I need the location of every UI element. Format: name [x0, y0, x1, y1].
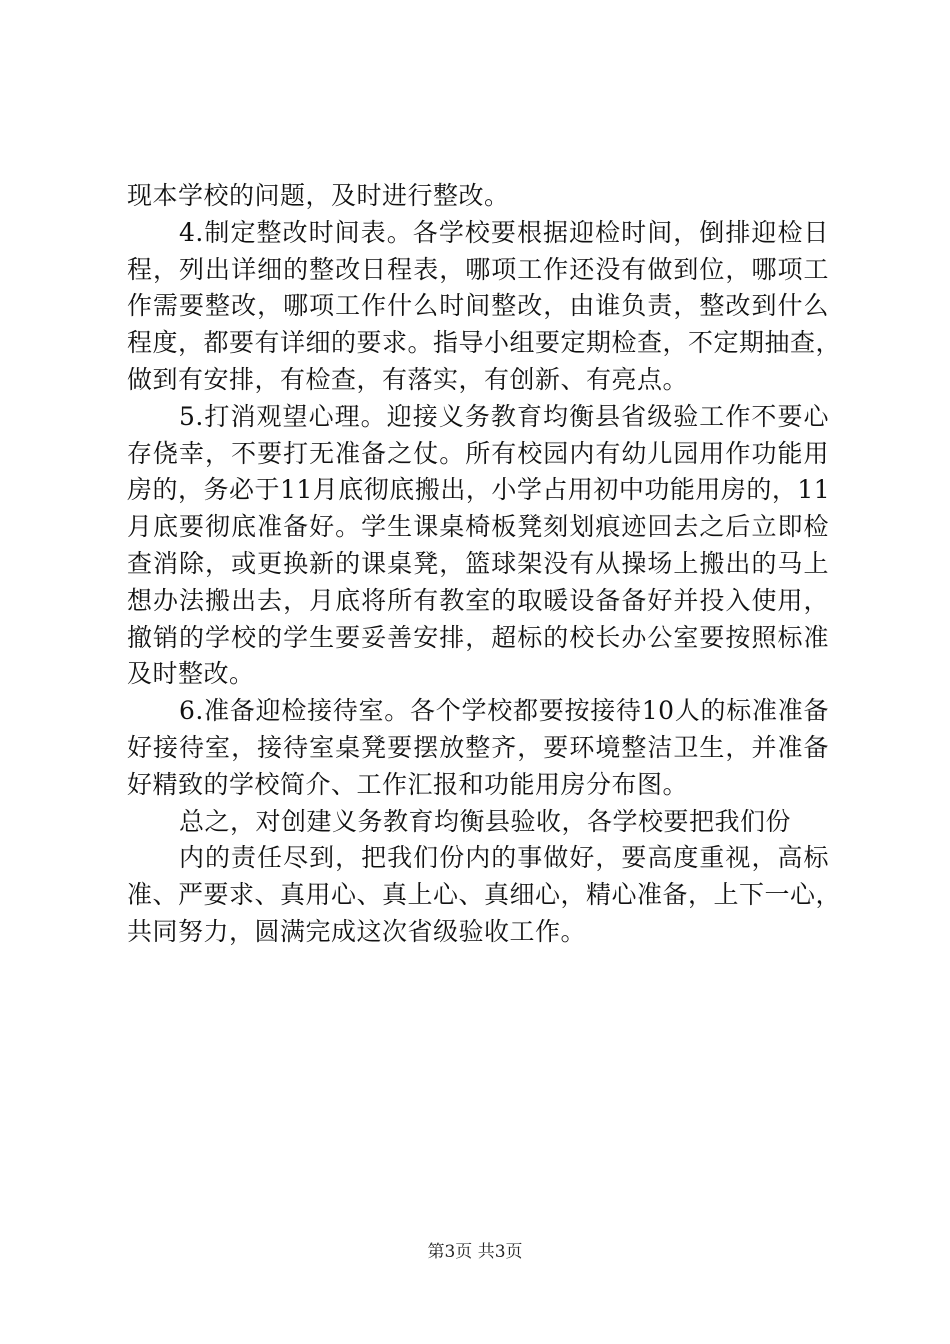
text-line: 查消除，或更换新的课桌凳，篮球架没有从操场上搬出的马上	[127, 548, 829, 578]
text-line: 准、严要求、真用心、真上心、真细心，精心准备，上下一心，	[127, 880, 842, 910]
body-text	[127, 178, 842, 951]
text-line: 总之，对创建义务教育均衡县验收，各学校要把我们份	[179, 806, 792, 836]
text-line: 撤销的学校的学生要妥善安排，超标的校长办公室要按照标准	[127, 622, 829, 652]
text-line: 现本学校的问题，及时进行整改。	[127, 181, 510, 210]
text-line: 想办法搬出去，月底将所有教室的取暖设备备好并投入使用，	[127, 585, 829, 615]
text-line: 共同努力，圆满完成这次省级验收工作。	[127, 916, 587, 946]
text-line: 内的责任尽到，把我们份内的事做好，要高度重视，高标	[179, 843, 829, 873]
text-line: 存侥幸，不要打无准备之仗。所有校园内有幼儿园用作功能用	[127, 438, 829, 468]
text-line: 房的，务必于11月底彻底搬出，小学占用初中功能用房的，11	[127, 475, 831, 505]
text-line: 做到有安排，有检查，有落实，有创新、有亮点。	[127, 364, 689, 394]
text-line: 4.制定整改时间表。各学校要根据迎检时间，倒排迎检日	[179, 217, 829, 247]
text-line: 作需要整改，哪项工作什么时间整改，由谁负责，整改到什么	[127, 291, 829, 321]
text-line: 好精致的学校简介、工作汇报和功能用房分布图。	[127, 769, 689, 799]
text-line: 月底要彻底准备好。学生课桌椅板凳刻划痕迹回去之后立即检	[127, 512, 829, 542]
text-line: 6.准备迎检接待室。各个学校都要按接待10人的标准准备	[179, 696, 829, 726]
page-footer: 第3页 共3页	[427, 1242, 523, 1262]
text-line: 及时整改。	[127, 659, 255, 689]
text-line: 好接待室，接待室桌凳要摆放整齐，要环境整洁卫生，并准备	[127, 732, 829, 762]
text-line: 5.打消观望心理。迎接义务教育均衡县省级验工作不要心	[179, 401, 829, 431]
text-line: 程，列出详细的整改日程表，哪项工作还没有做到位，哪项工	[127, 254, 829, 284]
text-line: 程度，都要有详细的要求。指导小组要定期检查，不定期抽查，	[127, 328, 842, 358]
